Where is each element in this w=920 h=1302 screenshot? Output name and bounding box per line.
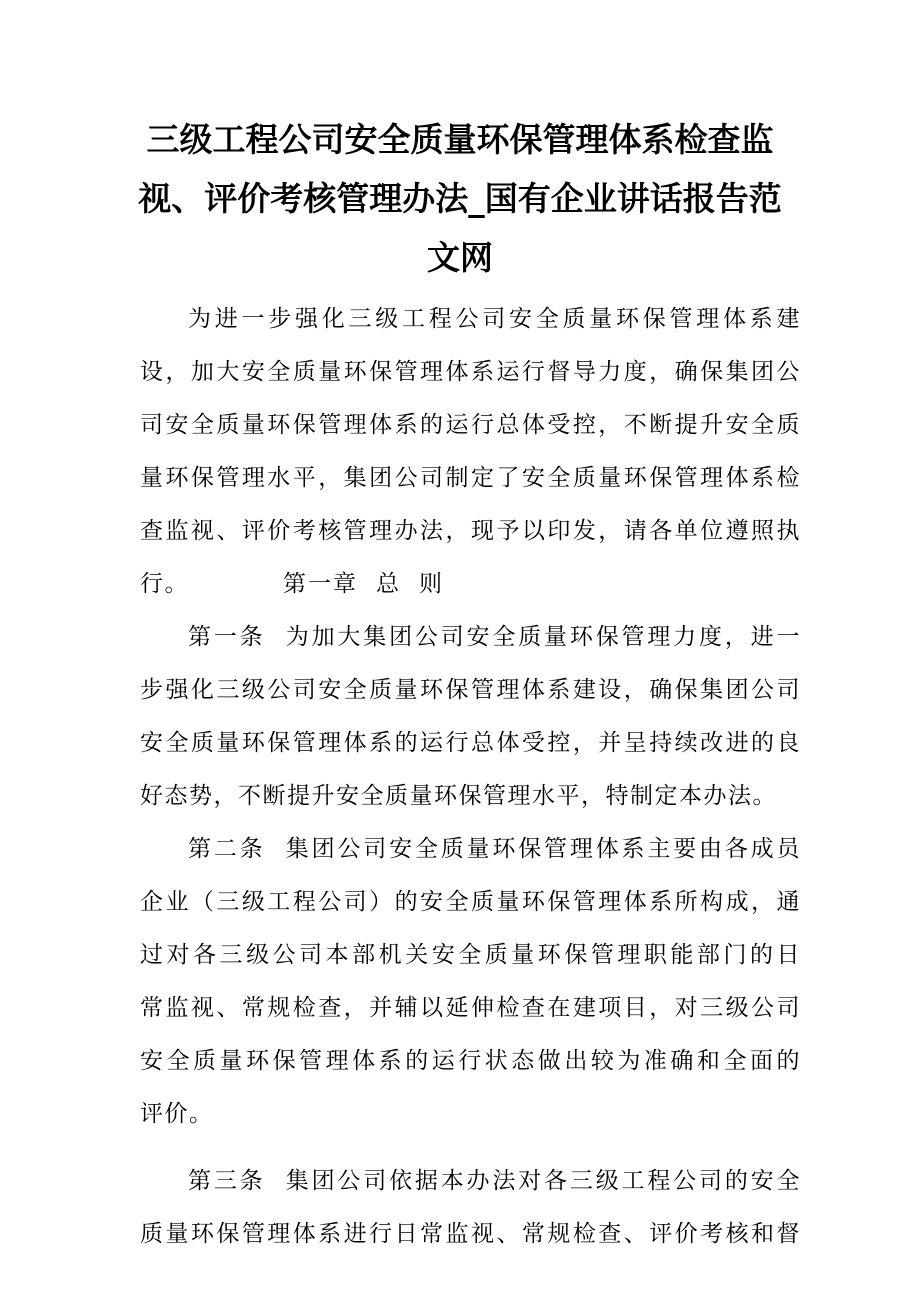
- paragraph-line: 为进一步强化三级工程公司安全质量环保管理体系建: [188, 306, 800, 332]
- article-line: 常监视、常规检查，并辅以延伸检查在建项目，对三级公司: [140, 995, 800, 1021]
- article-line: 安全质量环保管理体系的运行状态做出较为准确和全面的: [140, 1048, 800, 1074]
- chapter-heading: [283, 558, 444, 611]
- paragraph-line: 量环保管理水平，集团公司制定了安全质量环保管理体系检: [140, 465, 800, 491]
- article-last-line: 好态势，不断提升安全质量环保管理水平，特制定本办法。: [140, 783, 777, 809]
- article-line: 企业（三级工程公司）的安全质量环保管理体系所构成，通: [140, 889, 800, 915]
- article-line: 质量环保管理体系进行日常监视、常规检查、评价考核和督: [140, 1221, 800, 1247]
- chapter-number: 第一章: [283, 571, 358, 597]
- paragraph-line: 司安全质量环保管理体系的运行总体受控，不断提升安全质: [140, 412, 800, 438]
- article-line: 步强化三级公司安全质量环保管理体系建设，确保集团公司: [140, 677, 800, 703]
- paragraph-last-line: [140, 558, 800, 611]
- title-line: 三级工程公司安全质量环保管理体系检查监: [146, 120, 774, 159]
- paragraph-line-text: 行。: [140, 571, 189, 597]
- article-line: 第一条 为加大集团公司安全质量环保管理力度，进一: [188, 624, 800, 650]
- paragraph-line: 设，加大安全质量环保管理体系运行督导力度，确保集团公: [140, 359, 800, 385]
- article-line: 过对各三级公司本部机关安全质量环保管理职能部门的日: [140, 942, 800, 968]
- title-line: 视、评价考核管理办法_国有企业讲话报告范: [138, 179, 782, 218]
- article-line: 第三条 集团公司依据本办法对各三级工程公司的安全: [188, 1168, 800, 1194]
- paragraph-line: 查监视、评价考核管理办法，现予以印发，请各单位遵照执: [140, 518, 800, 544]
- article-line: 第二条 集团公司安全质量环保管理体系主要由各成员: [188, 836, 800, 862]
- document-title: [120, 110, 800, 287]
- document-body: [140, 293, 800, 1261]
- chapter-title-char: 总: [376, 571, 401, 597]
- chapter-title-char: 则: [419, 571, 444, 597]
- article-line: 安全质量环保管理体系的运行总体受控，并呈持续改进的良: [140, 730, 800, 756]
- article-last-line: 评价。: [140, 1101, 214, 1127]
- title-line: 文网: [427, 238, 493, 277]
